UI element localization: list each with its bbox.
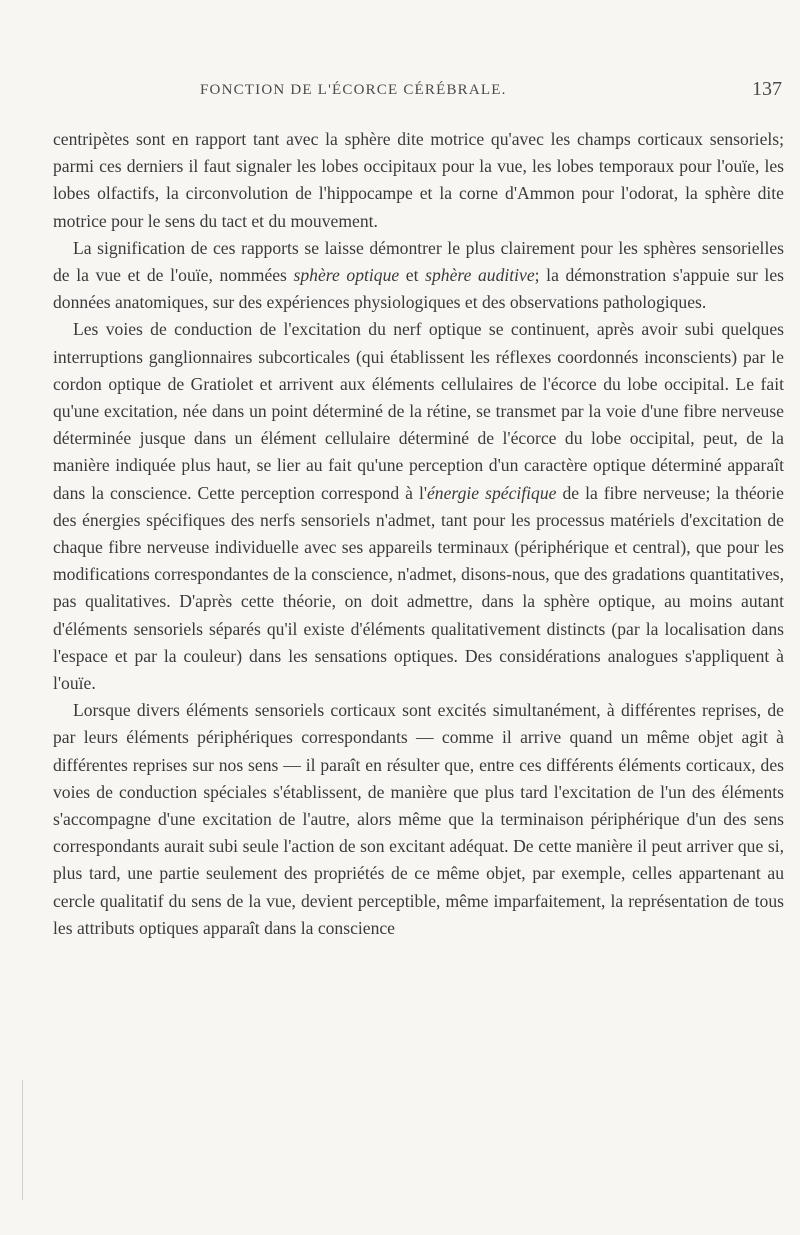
paragraph — [53, 126, 784, 235]
paragraph — [53, 697, 784, 942]
text-run: de la fibre nerveuse; la théorie des énergies spécifiques des nerfs sensoriels n'admet, tant pour les processus matériels d'excitation de chaque fibre nerveuse individuelle avec ses appareils terminaux (périphérique et central), que pour les modifications correspondantes de la conscience, n'admet, disons-nous, que des gradations quantitatives, pas qualitatives. D'après cette théorie, on doit admettre, dans la sphère optique, au moins autant d'éléments sensoriels séparés qu'il existe d'éléments qualitativement distincts (par la localisation dans l'espace et par la couleur) dans les sensations optiques. Des considérations analogues s'appliquent à l'ouïe. — [53, 482, 784, 694]
text-run: Lorsque divers éléments sensoriels corticaux sont excités simultanément, à différentes reprises, de par leurs éléments périphériques correspondants — comme il arrive quand un même objet agit à différentes reprises sur nos sens — il paraît en résulter que, entre ces différents éléments corticaux, des voies de conduction spéciales s'établissent, de manière que plus tard l'excitation de l'un des éléments s'accompagne d'une excitation de l'autre, alors même que la terminaison périphérique d'un des sens correspondants aurait subi seule l'action de son excitant adéquat. De cette manière il peut arriver que si, plus tard, une partie seulement des propriétés de ce même objet, par exemple, celles appartenant au cercle qualitatif du sens de la vue, devient perceptible, même imparfaitement, la représentation de tous les attributs optiques apparaît dans la conscience — [53, 700, 784, 938]
text-run: Les voies de conduction de l'excitation du nerf optique se continuent, après avoir subi quelques interruptions ganglionnaires subcorticales (qui établissent les réflexes coordonnés inconscients) par le cordon optique de Gratiolet et arrivent aux éléments cellulaires de l'écorce du lobe occipital. Le fait qu'une excitation, née dans un point déterminé de la rétine, se transmet par la voie d'une fibre nerveuse déterminée jusque dans un élément cellulaire déterminé de l'écorce du lobe occipital, peut, de la manière indiquée plus haut, se lier au fait qu'une perception d'un caractère optique déterminé apparaît dans la conscience. Cette perception correspond à l' — [53, 319, 784, 503]
body-text — [53, 126, 784, 942]
text-run: et — [399, 265, 426, 286]
paragraph — [53, 316, 784, 697]
text-run: ; la démonstration s'appuie sur les données anatomiques, sur des expériences physiologiques et des observations pathologiques. — [53, 265, 784, 313]
page-fold-shadow — [22, 1080, 23, 1200]
text-run: centripètes sont en rapport tant avec la sphère dite motrice qu'avec les champs corticaux sensoriels; parmi ces derniers il faut signaler les lobes occipitaux pour la vue, les lobes temporaux pour l'ouïe, les lobes olfactifs, la circonvolution de l'hippocampe et la corne d'Ammon pour l'odorat, la sphère dite motrice pour le sens du tact et du mouvement. — [53, 129, 784, 231]
italic-term: énergie spécifique — [427, 482, 557, 503]
paragraph — [53, 235, 784, 317]
running-title: FONCTION DE L'ÉCORCE CÉRÉBRALE. — [200, 82, 507, 98]
italic-term: sphère auditive — [425, 265, 535, 286]
italic-term: sphère optique — [293, 265, 400, 286]
page-number: 137 — [752, 78, 782, 100]
text-run: La signification de ces rapports se laisse démontrer le plus clairement pour les sphères sensorielles de la vue et de l'ouïe, nommées — [53, 237, 784, 286]
